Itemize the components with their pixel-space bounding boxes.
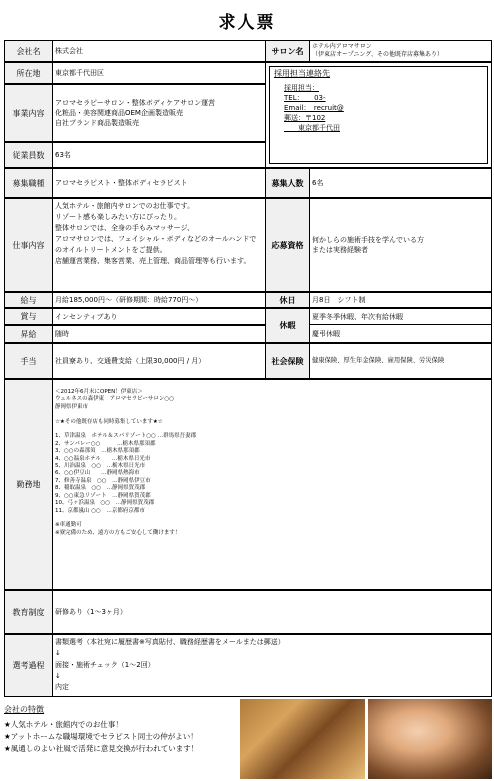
- insurance-label: 社会保険: [265, 343, 310, 379]
- leave-line1: 夏季冬季休暇、年次有給休暇: [309, 308, 492, 325]
- company-value: 株式会社: [52, 40, 266, 62]
- salon-value: ホテル内アロマサロン （伊東店オープニング、その他既存店募集あり）: [309, 40, 492, 62]
- qualification-label: 応募資格: [265, 198, 310, 292]
- salary-label: 給与: [4, 292, 53, 308]
- page-title: 求人票: [218, 13, 276, 33]
- salon-label: サロン名: [265, 40, 310, 62]
- business-label: 事業内容: [4, 84, 53, 142]
- holiday-value: 月8日 シフト制: [309, 292, 492, 308]
- headcount-label: 募集人数: [265, 168, 310, 198]
- promotion-label: 昇給: [4, 325, 53, 343]
- contact-line: Email： recruit@: [284, 104, 344, 112]
- leave-line2: 慶弔休暇: [309, 324, 492, 343]
- contact-line: 採用担当：: [284, 84, 319, 92]
- salary-value: 月給185,000円～（研修期間：時給770円～）: [52, 292, 266, 308]
- contact-line: TEL： 03-: [284, 94, 326, 102]
- contact-line: 東京都千代田: [284, 124, 340, 132]
- job-type-value: アロマセラピスト・整体ボディセラピスト: [52, 168, 266, 198]
- selection-value: 書類選考（本社宛に履歴書※写真貼付、職務経歴書をメールまたは郵送） ↓ 面接・施術チェック（1～2回） ↓ 内定: [52, 634, 492, 697]
- bonus-label: 賞与: [4, 308, 53, 325]
- company-label: 会社名: [4, 40, 53, 62]
- company-features: [4, 704, 238, 755]
- qualification-value: 何かしらの施術手技を学んでいる方 または実務経験者: [309, 198, 492, 292]
- job-type-label: 募集職種: [4, 168, 53, 198]
- holiday-label: 休日: [265, 292, 310, 308]
- location-label: 所在地: [4, 62, 53, 84]
- employees-value: 63名: [52, 142, 266, 168]
- business-value: アロマセラピーサロン・整体ボディケアサロン運営 化粧品・美容関連商品OEM企画製造販売 自社ブランド商品製造販売: [52, 84, 266, 142]
- recruit-contact-box: [269, 66, 488, 164]
- massage-treatment-photo: [368, 699, 492, 779]
- contact-heading: 採用担当連絡先: [274, 69, 330, 78]
- training-value: 研修あり（1～3ヶ月）: [52, 590, 492, 634]
- feature-item: ★風通しのよい社風で活発に意見交換が行われています！: [4, 744, 199, 753]
- headcount-value: 6名: [309, 168, 492, 198]
- workplace-value: ＜2012年6月末にOPEN！伊東店＞ ウェルネスの森伊東 アロマセラピーサロン○○ 静岡県伊東市 ☆★その他既存店も同時募集しています★☆ 1、草津温泉 ホテル＆スパリゾート○○ …群馬県吾妻郡 2、サンバレー○○ …栃木県那須郡 3、○○の森那須 …栃木県那須郡 4、○○温泉ホテル …栃木県日光市 5、川治温泉 ○○ …栃木県日光市 6、○○伊豆山 …静岡県熱海市 7、修善寺温泉 ○○ …静岡県伊豆市 8、稲取温泉 ○○ …静岡県賀茂郡 9、○○東急リゾート …静岡県賀茂郡 10、弓ヶ浜温泉 ○○ …静岡県賀茂郡 11、京都嵐山 ○○ …京都府京都市 ※車通勤可 ※寮完備のため、遠方の方もご安心して働けます！: [52, 379, 492, 590]
- insurance-value: 健康保険、厚生年金保険、雇用保険、労災保険: [309, 343, 492, 379]
- workplace-label: 勤務地: [4, 379, 53, 590]
- contact-line: 郵送：〒102: [284, 114, 326, 122]
- promotion-value: 随時: [52, 325, 266, 343]
- allowance-label: 手当: [4, 343, 53, 379]
- leave-label: 休暇: [265, 308, 310, 343]
- employees-label: 従業員数: [4, 142, 53, 168]
- salon-interior-photo: [240, 699, 365, 779]
- selection-label: 選考過程: [4, 634, 53, 697]
- feature-item: ★アットホームな職場環境でセラピスト同士の仲がよい！: [4, 732, 198, 741]
- location-value: 東京都千代田区: [52, 62, 266, 84]
- feature-item: ★人気ホテル・旅館内でのお仕事！: [4, 720, 123, 729]
- training-label: 教育制度: [4, 590, 53, 634]
- features-heading: 会社の特徴: [4, 705, 44, 714]
- bonus-value: インセンティブあり: [52, 308, 266, 325]
- job-desc-value: 人気ホテル・旅館内サロンでのお仕事です。 リゾート感も楽しみたい方にぴったり。 整体サロンでは、全身の手もみマッサージ、 アロマサロンでは、フェイシャル・ボディなどのオールハンドでのオイルトリートメントをご提供。 店舗運営業務、集客営業、売上管理、商品管理等も行います。: [52, 198, 266, 292]
- allowance-value: 社員寮あり、交通費支給（上限30,000円 / 月）: [52, 343, 266, 379]
- job-desc-label: 仕事内容: [4, 198, 53, 292]
